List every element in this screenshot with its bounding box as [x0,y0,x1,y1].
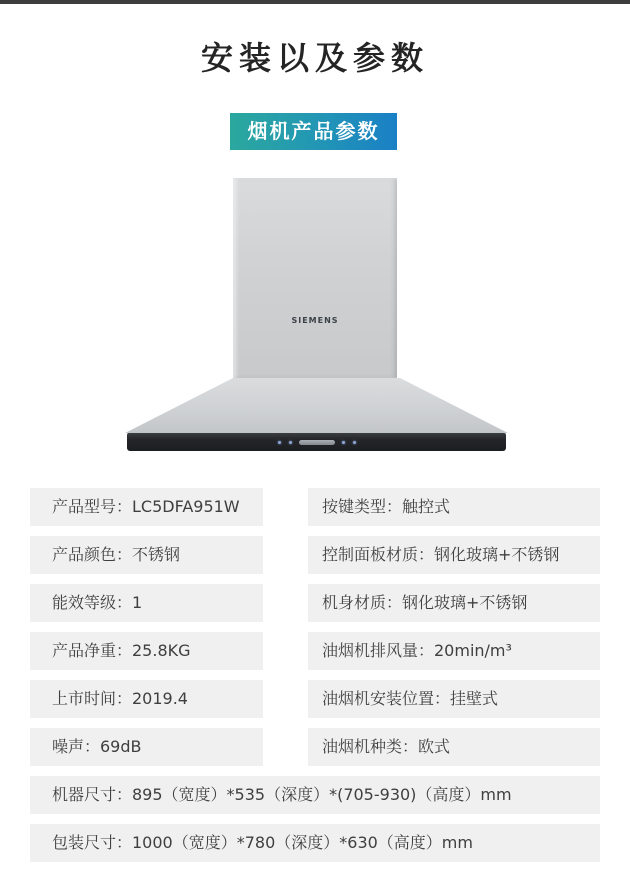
page-title: 安装以及参数 [200,39,429,77]
hood-canopy [125,378,508,433]
touch-light-icon [342,441,345,444]
spec-cell-panel-material: 控制面板材质：钢化玻璃+不锈钢 [308,536,600,574]
table-row [30,776,600,814]
table-row [30,584,600,622]
table-row [30,536,600,574]
hood-chimney [233,178,397,379]
table-row [30,488,600,526]
table-row [30,680,600,718]
top-divider [0,0,630,4]
spec-table [30,488,600,872]
table-row [30,824,600,862]
section-badge: 烟机产品参数 [230,113,397,150]
spec-cell-model: 产品型号：LC5DFA951W [30,488,263,526]
spec-cell-net-weight: 产品净重：25.8KG [30,632,263,670]
spec-cell-airflow: 油烟机排风量：20min/m³ [308,632,600,670]
spec-cell-body-material: 机身材质：钢化玻璃+不锈钢 [308,584,600,622]
spec-cell-noise: 噪声：69dB [30,728,263,766]
touch-light-icon [289,441,292,444]
spec-cell-button-type: 按键类型：触控式 [308,488,600,526]
table-row [30,728,600,766]
spec-cell-launch-date: 上市时间：2019.4 [30,680,263,718]
spec-cell-color: 产品颜色：不锈钢 [30,536,263,574]
product-image [125,178,508,454]
control-display [299,440,335,445]
hood-control-panel [127,433,506,451]
spec-cell-machine-size: 机器尺寸：895（宽度）*535（深度）*(705-930)（高度）mm [30,776,600,814]
spec-cell-hood-type: 油烟机种类：欧式 [308,728,600,766]
touch-light-icon [278,441,281,444]
spec-cell-package-size: 包装尺寸：1000（宽度）*780（深度）*630（高度）mm [30,824,600,862]
spec-cell-energy-rating: 能效等级：1 [30,584,263,622]
spec-cell-install-position: 油烟机安装位置：挂壁式 [308,680,600,718]
touch-light-icon [353,441,356,444]
brand-logo: SIEMENS [291,316,339,325]
table-row [30,632,600,670]
